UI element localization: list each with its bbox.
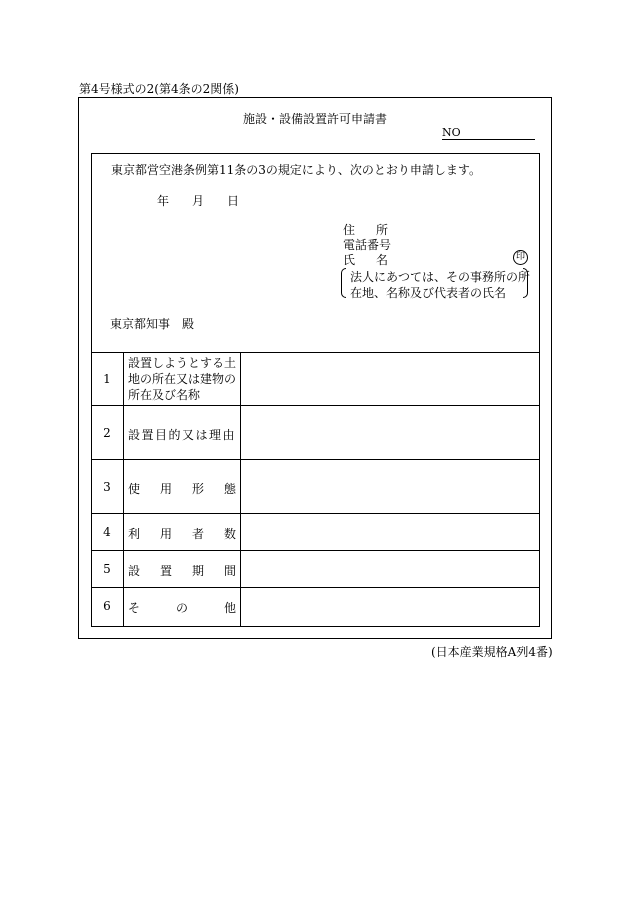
addressee: 東京都知事 殿 bbox=[110, 317, 195, 331]
note-right-bracket bbox=[523, 268, 528, 298]
declaration-text: 東京都営空港条例第11条の3の規定により、次のとおり申請します。 bbox=[111, 163, 481, 177]
number-field[interactable] bbox=[442, 139, 535, 140]
row-number-4: 4 bbox=[103, 525, 111, 539]
applicant-note-line2: 在地、名称及び代表者の氏名 bbox=[350, 286, 507, 300]
date-day-label: 日 bbox=[227, 194, 240, 208]
row-number-6: 6 bbox=[103, 599, 111, 613]
form-title: 施設・設備設置許可申請書 bbox=[242, 112, 387, 126]
row-label-3: 使 用 形 態 bbox=[128, 482, 236, 496]
form-reference: 第4号様式の2(第4条の2関係) bbox=[79, 82, 239, 96]
applicant-address-label: 住 所 bbox=[343, 223, 388, 237]
seal-mark: 印 bbox=[513, 250, 528, 265]
row-number-3: 3 bbox=[103, 480, 111, 494]
applicant-phone-label: 電話番号 bbox=[343, 238, 392, 252]
row-number-1: 1 bbox=[103, 372, 111, 386]
footer-paper-size: (日本産業規格A列4番) bbox=[431, 645, 553, 659]
row-label-1: 設置しようとする土 地の所在又は建物の 所在及び名称 bbox=[128, 356, 237, 402]
applicant-name-label: 氏 名 bbox=[343, 253, 388, 267]
row-number-5: 5 bbox=[103, 562, 111, 576]
row-value-3[interactable] bbox=[241, 460, 539, 513]
number-label: NO bbox=[442, 126, 461, 139]
applicant-note-line1: 法人にあつては、その事務所の所 bbox=[350, 270, 531, 284]
row-value-6[interactable] bbox=[241, 588, 539, 626]
date-month-label: 月 bbox=[192, 194, 205, 208]
note-left-bracket bbox=[341, 268, 346, 298]
date-year-label: 年 bbox=[157, 194, 170, 208]
row-value-4[interactable] bbox=[241, 514, 539, 550]
row-label-4: 利 用 者 数 bbox=[128, 527, 236, 541]
row-value-5[interactable] bbox=[241, 551, 539, 587]
row-label-5: 設 置 期 間 bbox=[128, 564, 236, 578]
row-label-6: そ の 他 bbox=[128, 601, 236, 615]
row-label-2: 設置目的又は理由 bbox=[128, 428, 237, 442]
row-value-1[interactable] bbox=[241, 353, 539, 405]
row-number-2: 2 bbox=[103, 426, 111, 440]
table-number-column-line bbox=[123, 353, 124, 626]
row-value-2[interactable] bbox=[241, 406, 539, 459]
